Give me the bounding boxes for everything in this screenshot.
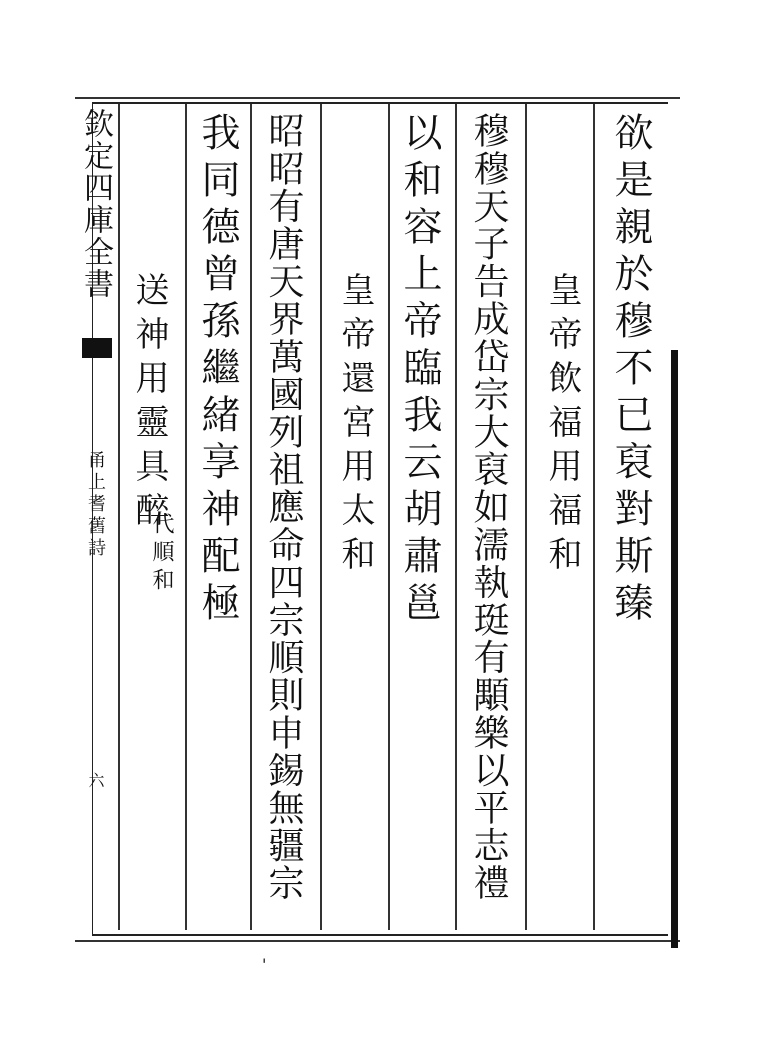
column-divider (118, 104, 120, 930)
bottom-rule (75, 940, 680, 942)
page-number: 六 (86, 772, 105, 788)
column-divider (525, 104, 527, 930)
column-divider (250, 104, 252, 930)
text-column-3: 穆穆天子告成岱宗大裒如濡執珽有顒樂以平志禮 (468, 112, 509, 902)
text-column-6: 昭昭有唐天界萬國列祖應命四宗順則申錫無疆宗 (263, 112, 304, 902)
text-column-7: 我同德曾孫繼緒享神配極 (195, 112, 240, 629)
column-divider (185, 104, 187, 930)
book-title: 欽定四庫全書 (78, 108, 113, 300)
text-column-4: 以和容上帝臨我云胡肅邕 (397, 112, 442, 629)
text-column-8: 送神用靈具醉 (129, 272, 169, 536)
column-divider (320, 104, 322, 930)
right-margin-rule (671, 350, 678, 948)
text-column-8-note: 代順和 (149, 512, 174, 596)
column-divider (388, 104, 390, 930)
top-rule (75, 97, 680, 99)
column-divider (593, 104, 595, 930)
text-column-1: 欲是親於穆不已裒對斯臻 (608, 112, 653, 629)
column-divider (455, 104, 457, 930)
volume-title: 甬上耆舊詩 (85, 450, 106, 560)
stray-mark: ' (262, 955, 267, 974)
text-column-5: 皇帝還宮用太和 (335, 272, 375, 580)
fish-tail-mark (82, 338, 112, 358)
text-column-2: 皇帝飲福用福和 (542, 272, 582, 580)
